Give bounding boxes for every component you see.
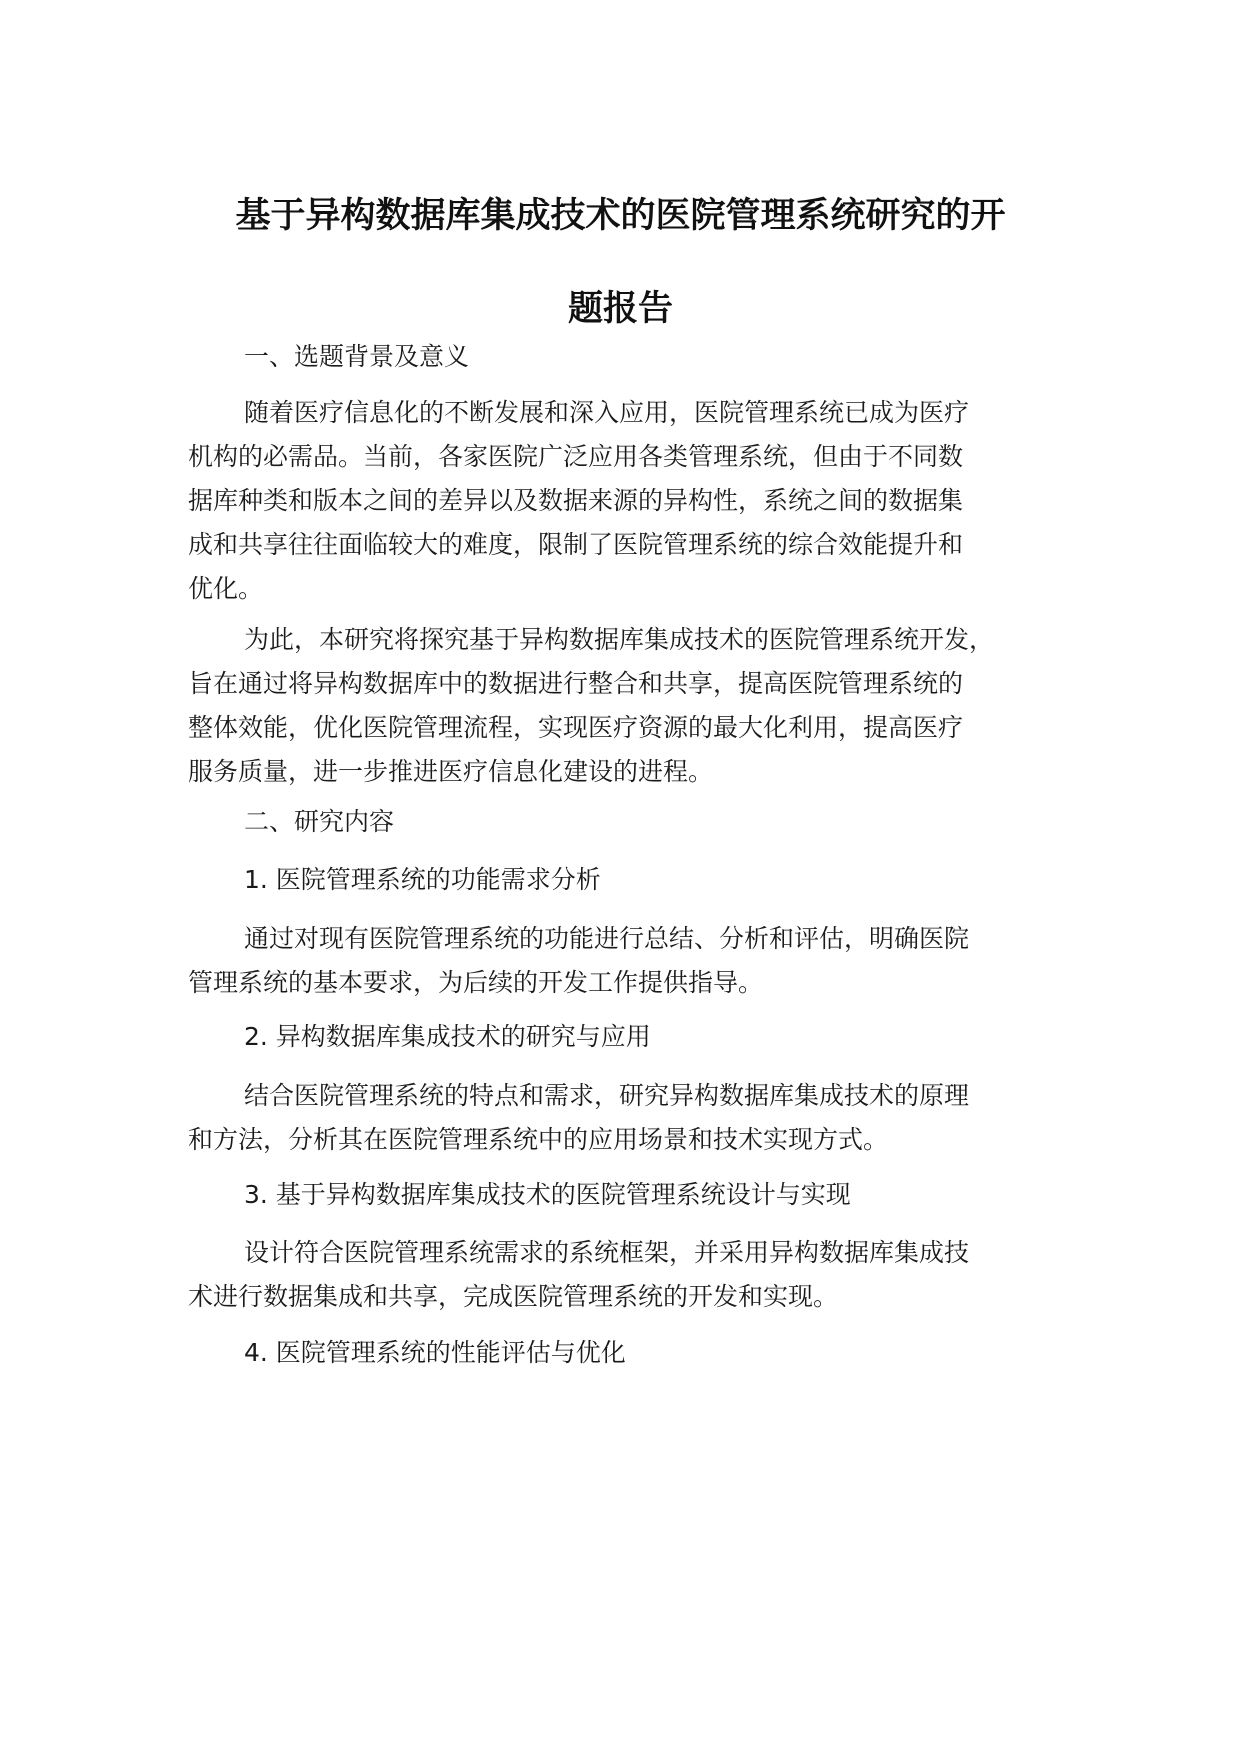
item-heading-2: 2. 异构数据库集成技术的研究与应用 xyxy=(244,1022,651,1051)
text-line: 为此，本研究将探究基于异构数据库集成技术的医院管理系统开发， xyxy=(244,625,995,654)
title-line-1: 基于异构数据库集成技术的医院管理系统研究的开 xyxy=(235,196,1006,236)
item-heading-3: 3. 基于异构数据库集成技术的医院管理系统设计与实现 xyxy=(244,1180,851,1209)
paragraph-item-3 xyxy=(188,1231,1088,1319)
text-line: 据库种类和版本之间的差异以及数据来源的异构性，系统之间的数据集 xyxy=(188,486,964,515)
text-line: 旨在通过将异构数据库中的数据进行整合和共享，提高医院管理系统的 xyxy=(188,669,964,698)
text-line: 术进行数据集成和共享，完成医院管理系统的开发和实现。 xyxy=(188,1282,839,1311)
item-heading-1: 1. 医院管理系统的功能需求分析 xyxy=(244,865,601,894)
paragraph-item-1 xyxy=(188,917,1088,1005)
title-line-2: 题报告 xyxy=(567,289,673,329)
text-line: 服务质量，进一步推进医疗信息化建设的进程。 xyxy=(188,757,714,786)
text-line: 通过对现有医院管理系统的功能进行总结、分析和评估，明确医院 xyxy=(244,924,970,953)
item-heading-4: 4. 医院管理系统的性能评估与优化 xyxy=(244,1338,626,1367)
paragraph-purpose xyxy=(188,618,1088,794)
text-line: 管理系统的基本要求，为后续的开发工作提供指导。 xyxy=(188,968,764,997)
document-title xyxy=(140,170,1101,356)
text-line: 和方法，分析其在医院管理系统中的应用场景和技术实现方式。 xyxy=(188,1125,889,1154)
section-heading-research-content: 二、研究内容 xyxy=(244,807,395,836)
paragraph-background xyxy=(188,391,1088,611)
section-heading-background: 一、选题背景及意义 xyxy=(244,342,470,371)
text-line: 结合医院管理系统的特点和需求，研究异构数据库集成技术的原理 xyxy=(244,1081,970,1110)
text-line: 优化。 xyxy=(188,574,264,603)
text-line: 机构的必需品。当前，各家医院广泛应用各类管理系统，但由于不同数 xyxy=(188,442,964,471)
text-line: 设计符合医院管理系统需求的系统框架，并采用异构数据库集成技 xyxy=(244,1238,970,1267)
text-line: 随着医疗信息化的不断发展和深入应用，医院管理系统已成为医疗 xyxy=(244,398,970,427)
text-line: 成和共享往往面临较大的难度，限制了医院管理系统的综合效能提升和 xyxy=(188,530,964,559)
paragraph-item-2 xyxy=(188,1074,1088,1162)
text-line: 整体效能，优化医院管理流程，实现医疗资源的最大化利用，提高医疗 xyxy=(188,713,964,742)
